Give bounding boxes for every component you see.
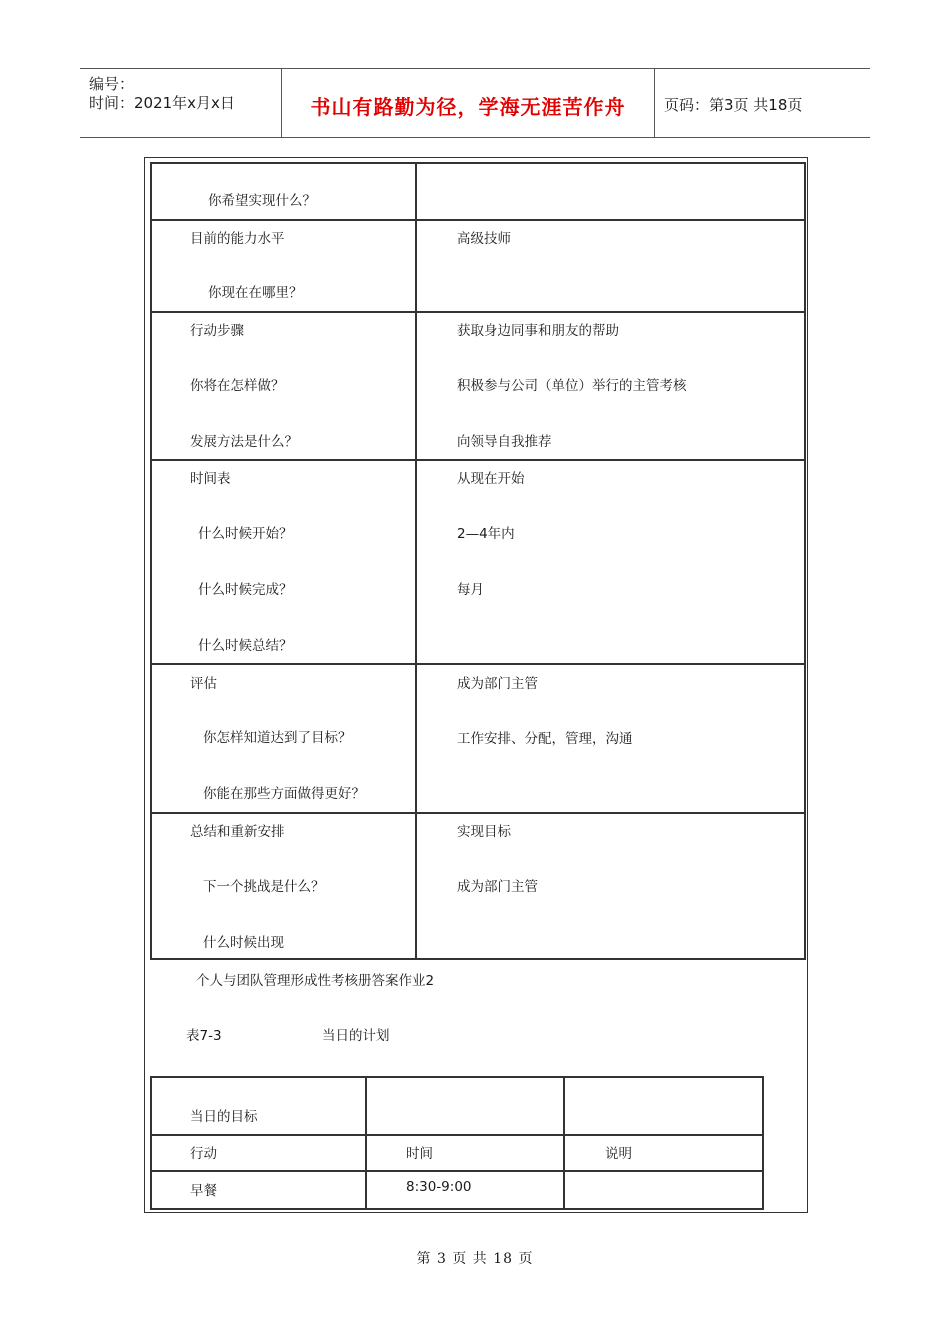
daily-table-header: 说明	[605, 1146, 632, 1162]
header-page-info: 页码：第3页 共18页	[664, 96, 803, 114]
plan-question: 你能在那些方面做得更好？	[203, 786, 365, 802]
plan-question: 下一个挑战是什么？	[203, 879, 325, 895]
plan-row-label: 目前的能力水平	[190, 231, 285, 247]
plan-table-column-divider	[415, 162, 417, 960]
plan-question: 发展方法是什么？	[190, 434, 298, 450]
daily-action-cell: 早餐	[190, 1183, 217, 1199]
plan-question: 什么时候完成？	[198, 582, 293, 598]
doc-id-label: 编号：	[89, 75, 135, 93]
table-title: 当日的计划	[322, 1028, 390, 1044]
row-divider	[150, 663, 806, 665]
daily-goal-label: 当日的目标	[190, 1109, 258, 1125]
page-footer: 第 3 页 共 18 页	[416, 1251, 534, 1267]
plan-answer: 实现目标	[457, 824, 511, 840]
row-divider	[150, 311, 806, 313]
plan-question: 什么时候总结？	[198, 638, 293, 654]
plan-answer: 2—4年内	[457, 526, 515, 542]
daily-table-column-divider	[563, 1076, 565, 1210]
row-divider	[150, 1170, 764, 1172]
row-divider	[150, 219, 806, 221]
plan-row-label: 时间表	[190, 471, 231, 487]
plan-row-label: 行动步骤	[190, 323, 244, 339]
plan-answer: 成为部门主管	[457, 676, 538, 692]
row-divider	[150, 812, 806, 814]
plan-question: 你希望实现什么？	[208, 193, 316, 209]
daily-table-column-divider	[365, 1076, 367, 1210]
header-page-cell	[655, 69, 870, 137]
daily-time-cell: 8:30-9:00	[406, 1179, 472, 1195]
plan-answer: 高级技师	[457, 231, 511, 247]
plan-question: 什么时候出现	[203, 935, 284, 951]
header-meta-cell	[80, 69, 282, 137]
plan-row-label: 总结和重新安排	[190, 824, 285, 840]
daily-table-header: 行动	[190, 1146, 217, 1162]
row-divider	[150, 1134, 764, 1136]
plan-row-label: 评估	[190, 676, 217, 692]
plan-answer: 工作安排、分配，管理，沟通	[457, 731, 633, 747]
plan-question: 你现在在哪里？	[208, 285, 303, 301]
plan-answer: 积极参与公司（单位）举行的主管考核	[457, 378, 687, 394]
daily-table-header: 时间	[406, 1146, 433, 1162]
row-divider	[150, 459, 806, 461]
plan-answer: 从现在开始	[457, 471, 525, 487]
section-heading: 个人与团队管理形成性考核册答案作业2	[196, 973, 435, 989]
motto-text: 书山有路勤为径，学海无涯苦作舟	[310, 95, 626, 119]
header-motto-cell	[282, 69, 655, 137]
plan-question: 你将在怎样做？	[190, 378, 285, 394]
plan-answer: 获取身边同事和朋友的帮助	[457, 323, 619, 339]
doc-time-label: 时间：2021年x月x日	[89, 94, 235, 112]
page-header	[80, 68, 870, 138]
plan-answer: 每月	[457, 582, 484, 598]
plan-question: 你怎样知道达到了目标？	[203, 730, 352, 746]
plan-answer: 向领导自我推荐	[457, 434, 552, 450]
table-number: 表7-3	[186, 1028, 222, 1044]
plan-answer: 成为部门主管	[457, 879, 538, 895]
plan-question: 什么时候开始？	[198, 526, 293, 542]
